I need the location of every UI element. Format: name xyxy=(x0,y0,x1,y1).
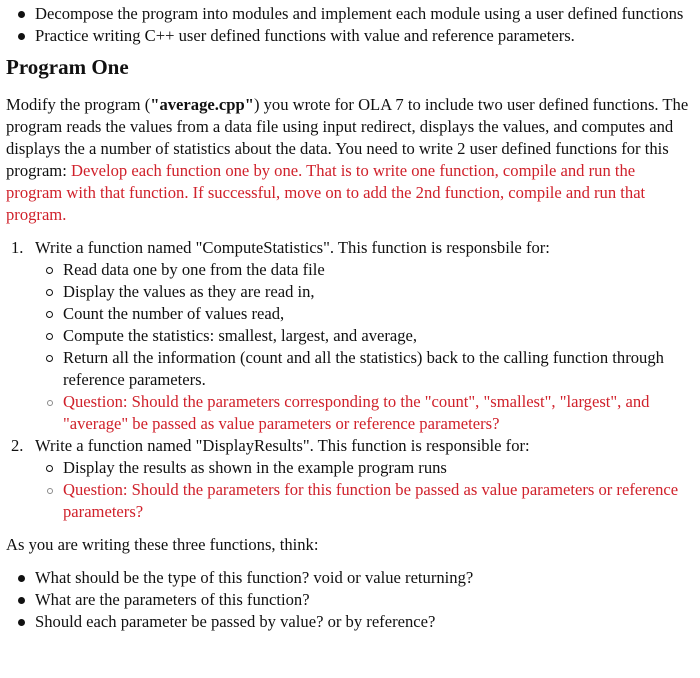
think-item: What are the parameters of this function? xyxy=(6,589,694,611)
subitem: Return all the information (count and all the statistics) back to the calling function through reference parameters. xyxy=(35,347,694,391)
objective-item: Decompose the program into modules and implement each module using a user defined functions xyxy=(6,3,694,25)
instruction-highlight: Develop each function one by one. That is to write one function, compile and run the program with that function. If successful, move on to add the 2nd function, compile and run that program. xyxy=(6,161,646,224)
subitem: Count the number of values read, xyxy=(35,303,694,325)
think-item: Should each parameter be passed by value? or by reference? xyxy=(6,611,694,633)
objective-item: Practice writing C++ user defined functions with value and reference parameters. xyxy=(6,25,694,47)
step-item: 1. Write a function named "ComputeStatistics". This function is responsbile for: Read data one by one from the data file Display the values as they are read in, Count the number of values read, Compute the statistics: smallest, largest, and average, Return all the information (count and all the statistics) back to the calling function through reference parameters. Question: Should the parameters corresponding to the "count", "smallest", "largest", and "average" be passed as value parameters or reference parameters? xyxy=(6,237,694,435)
bullet-icon xyxy=(18,597,25,604)
subitem: Display the values as they are read in, xyxy=(35,281,694,303)
circle-bullet-icon xyxy=(47,488,53,494)
circle-bullet-icon xyxy=(46,311,53,318)
question-item: Question: Should the parameters for this function be passed as value parameters or reference parameters? xyxy=(35,479,694,523)
circle-bullet-icon xyxy=(46,465,53,472)
circle-bullet-icon xyxy=(46,355,53,362)
step-subitems xyxy=(35,259,694,435)
bullet-icon xyxy=(18,33,25,40)
bullet-icon xyxy=(18,619,25,626)
think-list xyxy=(6,567,694,633)
question-item: Question: Should the parameters corresponding to the "count", "smallest", "largest", and "average" be passed as value parameters or reference parameters? xyxy=(35,391,694,435)
think-intro: As you are writing these three functions, think: xyxy=(6,535,319,554)
intro-paragraph: Modify the program ("average.cpp") you wrote for OLA 7 to include two user defined functions. The program reads the values from a data file using input redirect, displays the values, and computes and displays the a number of statistics about the data. You need to write 2 user defined functions for this program: Develop each function one by one. That is to write one function, compile and run the program with that function. If successful, move on to add the 2nd function, compile and run that program. xyxy=(6,95,689,224)
think-item: What should be the type of this function? void or value returning? xyxy=(6,567,694,589)
objectives-list xyxy=(6,3,694,47)
circle-bullet-icon xyxy=(46,267,53,274)
step-subitems xyxy=(35,457,694,523)
circle-bullet-icon xyxy=(46,289,53,296)
bullet-icon xyxy=(18,575,25,582)
bullet-icon xyxy=(18,11,25,18)
steps-list xyxy=(6,237,694,523)
filename: "average.cpp" xyxy=(150,95,254,114)
circle-bullet-icon xyxy=(47,400,53,406)
step-item: 2. Write a function named "DisplayResults". This function is responsible for: Display the results as shown in the example program runs Question: Should the parameters for this function be passed as value parameters or reference parameters? xyxy=(6,435,694,523)
subitem: Display the results as shown in the example program runs xyxy=(35,457,694,479)
circle-bullet-icon xyxy=(46,333,53,340)
section-heading: Program One xyxy=(6,55,129,79)
subitem: Read data one by one from the data file xyxy=(35,259,694,281)
subitem: Compute the statistics: smallest, largest, and average, xyxy=(35,325,694,347)
